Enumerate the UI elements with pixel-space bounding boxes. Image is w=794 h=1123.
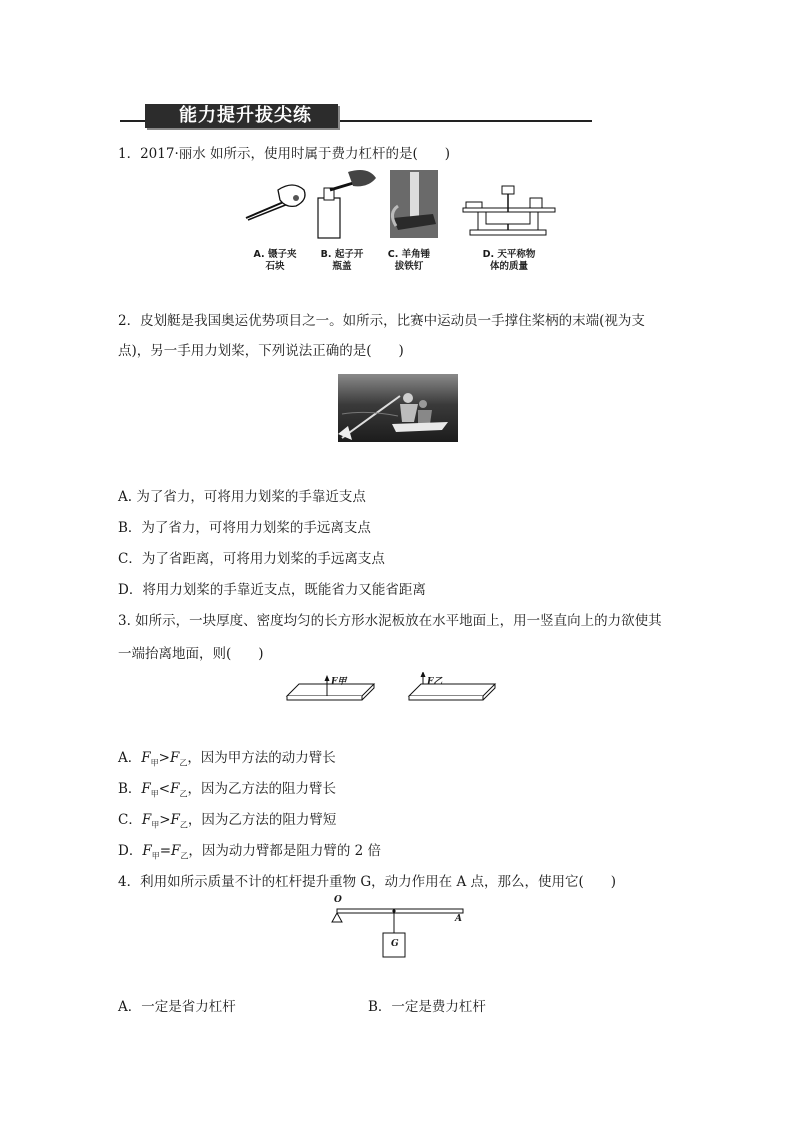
question-3-option-d: D．$F_甲=F_乙$，因为动力臂都是阻力臂的 2 倍	[118, 843, 382, 861]
option-b-caption: B. 起子开 瓶盖	[320, 249, 364, 272]
tweezers-figure	[246, 185, 305, 220]
question-3-option-b: B．$F_甲<F_乙$，因为乙方法的阻力臂长	[118, 781, 336, 799]
balance-figure	[463, 186, 555, 235]
lever-label-o: O	[334, 895, 342, 905]
kayak-photo	[338, 374, 458, 442]
option-c-caption: C. 羊角锤 拔铁钉	[387, 249, 431, 272]
force-label-a: F甲	[331, 677, 347, 687]
weight-label-g: G	[391, 939, 399, 949]
question-2-option-d: D．将用力划桨的手靠近支点，既能省力又能省距离	[118, 582, 426, 598]
question-3-line-1: 3. 如所示，一块厚度、密度均匀的长方形水泥板放在水平地面上，用一竖直向上的力欲使其	[118, 613, 662, 629]
claw-hammer-figure	[390, 170, 438, 238]
force-label-b: F乙	[427, 677, 443, 687]
question-3-line-2: 一端抬离地面，则( )	[118, 646, 264, 662]
section-title: 能力提升拔尖练	[145, 104, 338, 128]
question-4-option-a: A．一定是省力杠杆	[118, 999, 236, 1015]
question-4-text: 4．利用如所示质量不计的杠杆提升重物 G，动力作用在 A 点，那么，使用它( )	[118, 874, 617, 890]
question-1-figures	[238, 168, 558, 243]
question-3-figure	[285, 672, 517, 706]
question-1-text: 1．2017·丽水 如所示，使用时属于费力杠杆的是( )	[118, 146, 451, 162]
question-2-option-a: A. 为了省力，可将用力划桨的手靠近支点	[118, 489, 366, 505]
option-a-caption: A. 镊子夹 石块	[253, 249, 297, 272]
question-2-line-2: 点)，另一手用力划桨，下列说法正确的是( )	[118, 343, 404, 359]
lever-figure	[328, 900, 468, 960]
question-4-option-b: B．一定是费力杠杆	[368, 999, 486, 1015]
question-3-option-c: C．$F_甲>F_乙$，因为乙方法的阻力臂短	[118, 812, 337, 830]
question-3-option-a: A．$F_甲>F_乙$，因为甲方法的动力臂长	[118, 750, 336, 768]
option-d-caption: D. 天平称物 体的质量	[482, 249, 536, 272]
question-2-line-1: 2．皮划艇是我国奥运优势项目之一。如所示，比赛中运动员一手撑住桨柄的末端(视为支	[118, 313, 645, 329]
lever-label-a: A	[455, 914, 462, 924]
bottle-opener-figure	[318, 170, 376, 238]
question-2-option-c: C．为了省距离，可将用力划桨的手远离支点	[118, 551, 385, 567]
question-2-option-b: B．为了省力，可将用力划桨的手远离支点	[118, 520, 371, 536]
